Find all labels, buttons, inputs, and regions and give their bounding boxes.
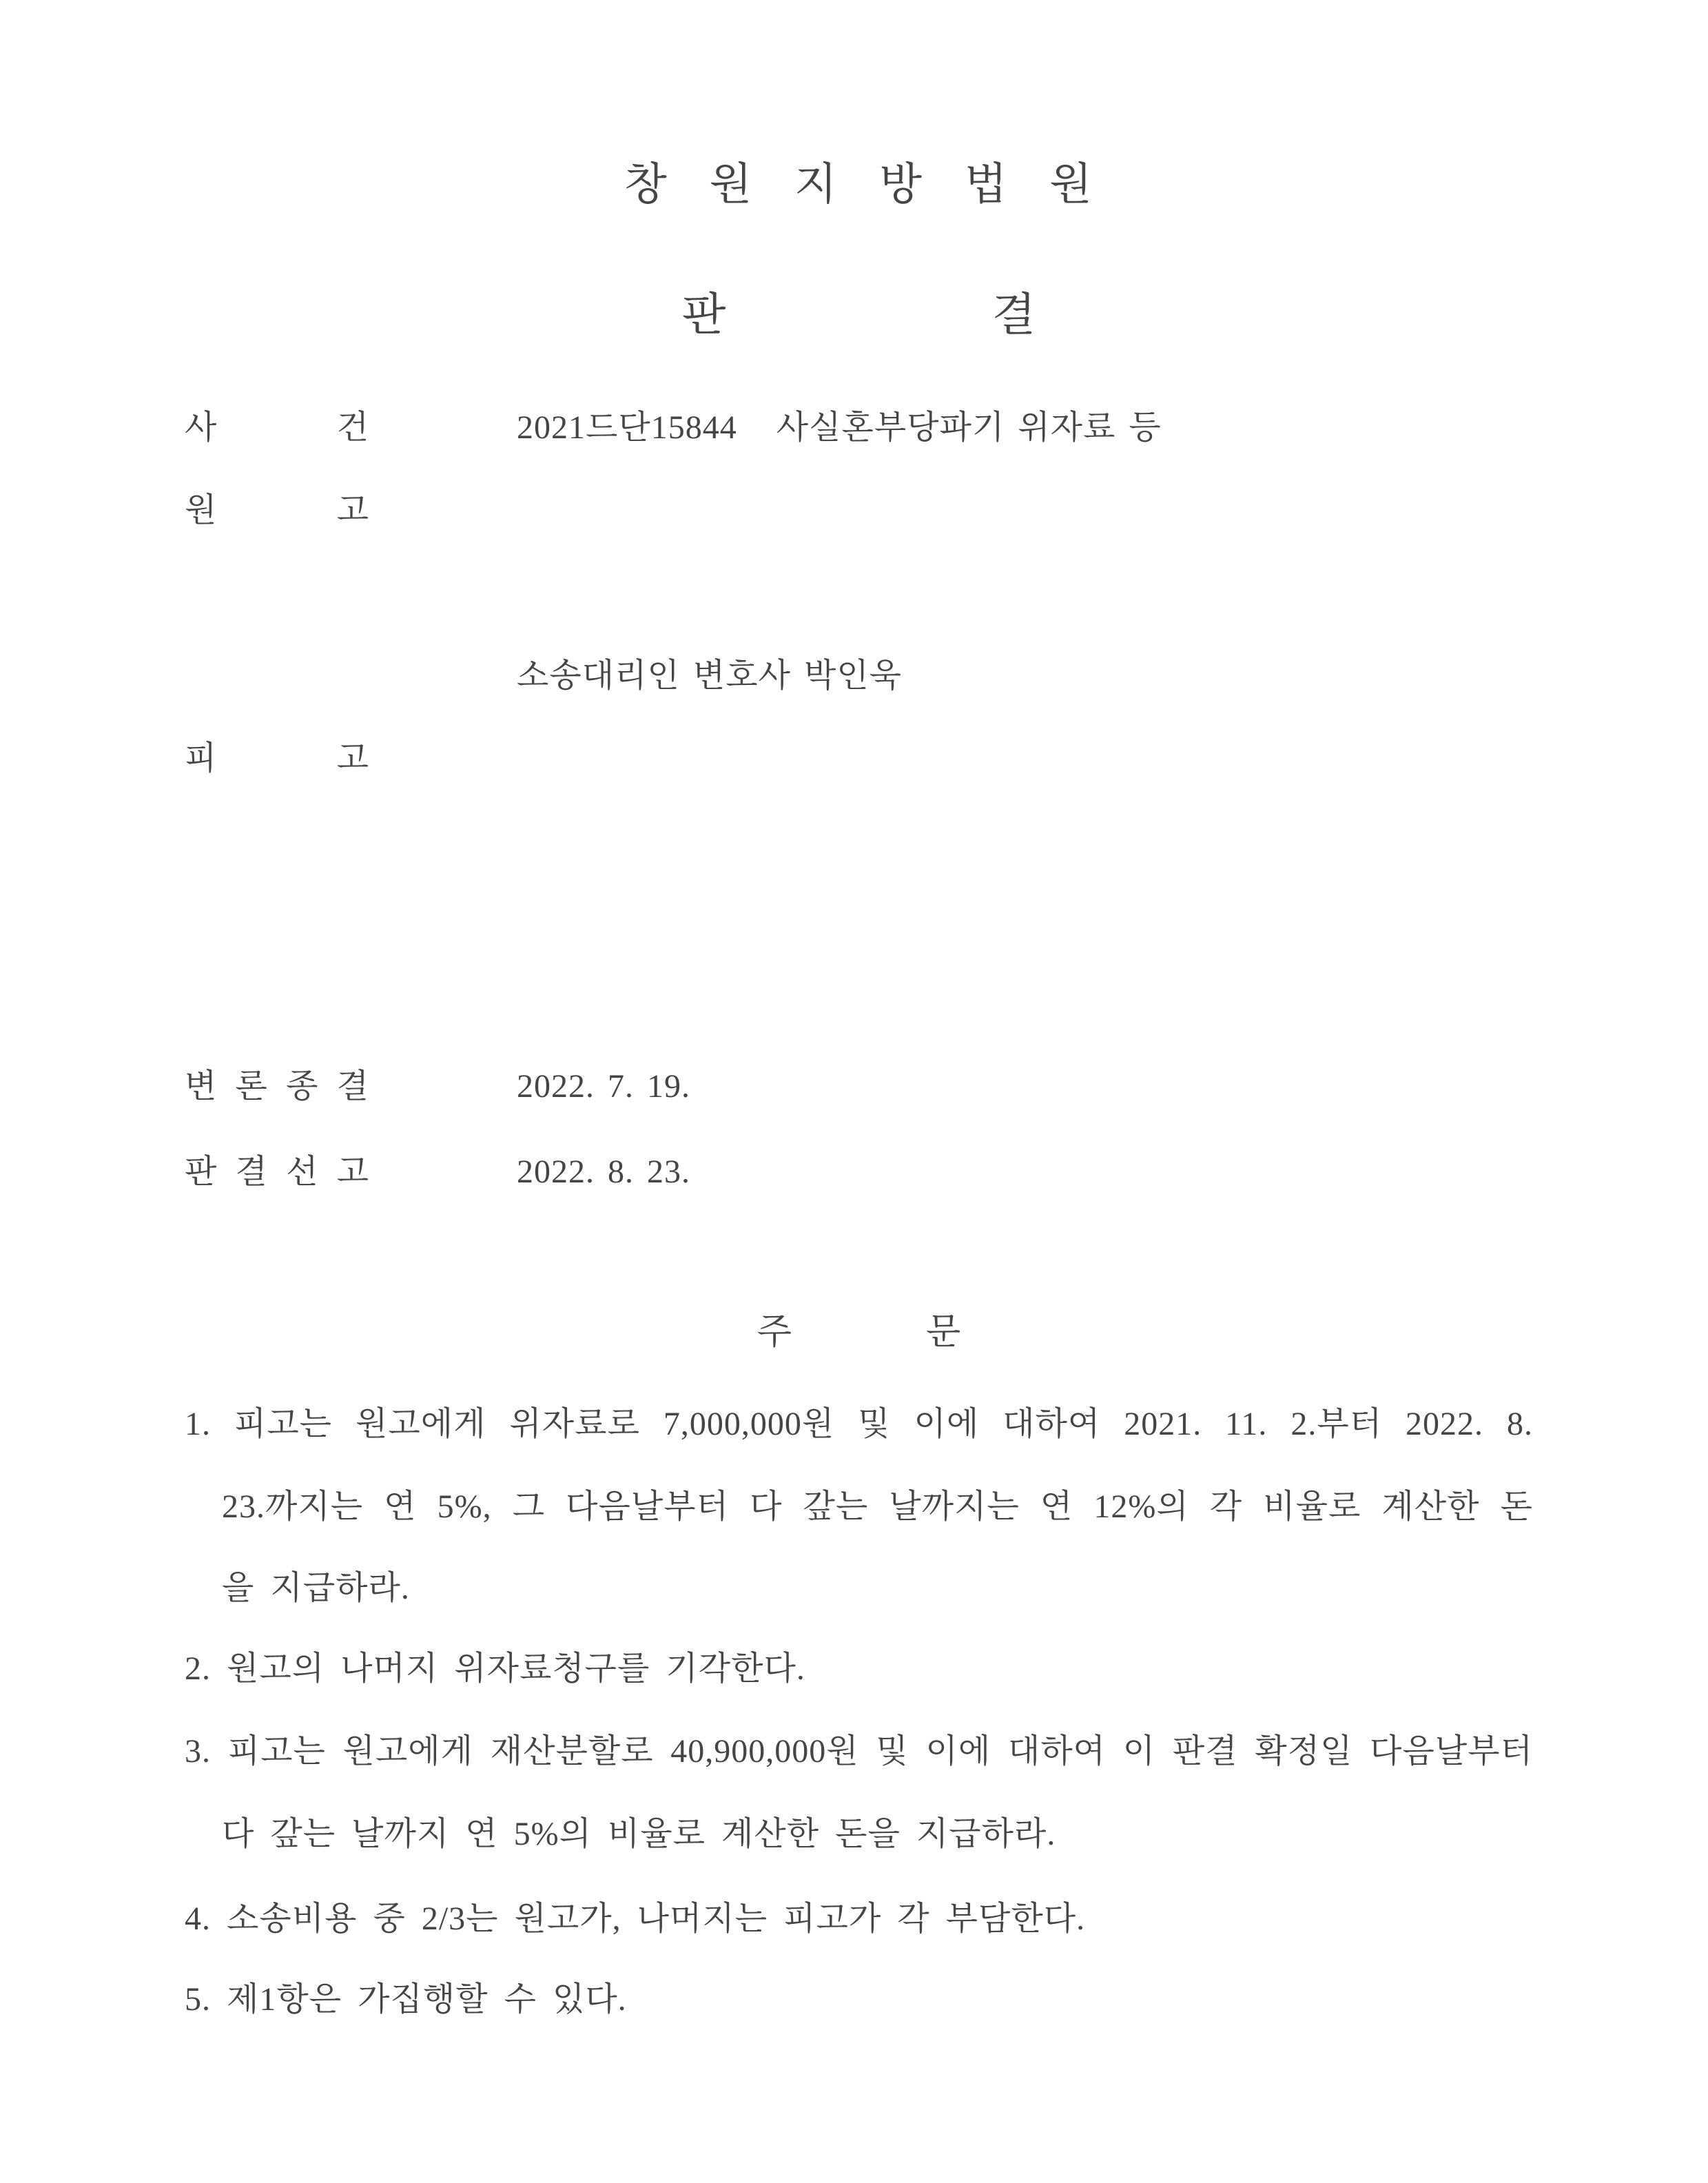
case-row <box>185 407 1533 449</box>
order-item-1-line-3: 을 지급하라. <box>222 1570 410 1606</box>
order-item-1-line-1: 1. 피고는 원고에게 위자료로 7,000,000원 및 이에 대하여 2021. 11. 2.부터 2022. 8. <box>185 1406 1533 1442</box>
closing-date-row <box>185 1065 1533 1108</box>
case-number-value: 2021드단15844 사실혼부당파기 위자료 등 <box>517 409 1162 446</box>
defendant-label: 피 고 <box>185 740 369 777</box>
order-item-3-line-1: 3. 피고는 원고에게 재산분할로 40,900,000원 및 이에 대하여 이 판결 확정일 다음날부터 <box>185 1733 1533 1770</box>
sentencing-date-value: 2022. 8. 23. <box>517 1154 690 1190</box>
sentencing-date-label: 판 결 선 고 <box>185 1154 369 1190</box>
plaintiff-label: 원 고 <box>185 492 369 529</box>
plaintiff-row <box>185 489 1533 532</box>
order-item-5: 5. 제1항은 가집행할 수 있다. <box>185 1981 627 2018</box>
attorney-value: 소송대리인 변호사 박인욱 <box>517 657 903 694</box>
case-label: 사 건 <box>185 409 369 446</box>
document-type-title: 판 결 <box>681 290 1036 340</box>
sentencing-date-row <box>185 1151 1533 1193</box>
closing-date-label: 변 론 종 결 <box>185 1068 369 1105</box>
closing-date-value: 2022. 7. 19. <box>517 1068 690 1105</box>
order-item-4: 4. 소송비용 중 2/3는 원고가, 나머지는 피고가 각 부담한다. <box>185 1900 1086 1937</box>
court-name-title: 창 원 지 방 법 원 <box>624 160 1093 209</box>
defendant-row <box>185 737 1533 780</box>
order-item-1-line-2: 23.까지는 연 5%, 그 다음날부터 다 갚는 날까지는 연 12%의 각 비율로 계산한 돈 <box>222 1488 1533 1525</box>
order-item-3-line-2: 다 갚는 날까지 연 5%의 비율로 계산한 돈을 지급하라. <box>222 1816 1056 1852</box>
order-item-2: 2. 원고의 나머지 위자료청구를 기각한다. <box>185 1650 805 1687</box>
order-section-heading: 주 문 <box>757 1313 961 1352</box>
